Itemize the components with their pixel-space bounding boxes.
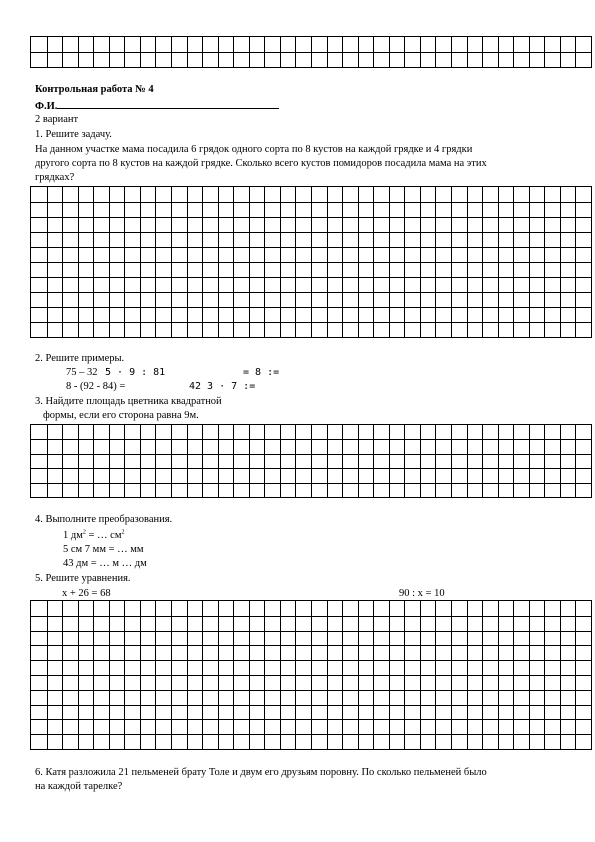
name-label-text: Ф.И. — [35, 101, 58, 112]
task2-expr2: 5 · 9 : 81 — [105, 367, 166, 378]
conv1-sup2: 2 — [121, 529, 125, 536]
name-underline — [57, 98, 279, 109]
task6-text-line2: на каждой тарелке? — [35, 781, 123, 792]
task5-equation1: х + 26 = 68 — [62, 588, 111, 599]
task4-conversion1 — [63, 529, 124, 542]
conv1-left: 1 дм — [63, 530, 83, 541]
page-title: Контрольная работа № 4 — [35, 84, 154, 95]
answer-grid-task1 — [30, 186, 592, 338]
task6-text-line1: 6. Катя разложила 21 пельменей брату Толе и двум его друзьям поровну. По сколько пельменей было — [35, 767, 487, 778]
task2-title: 2. Решите примеры. — [35, 353, 125, 364]
task4-title: 4. Выполните преобразования. — [35, 514, 173, 525]
conv1-sup1: 2 — [82, 529, 86, 536]
task1-text-line2: другого сорта по 8 кустов на каждой грядке. Сколько всего кустов помидоров посадила мама на этих — [35, 158, 487, 169]
answer-grid-top — [30, 36, 592, 68]
task3-text-line2: формы, если его сторона равна 9м. — [43, 410, 199, 421]
task4-conversion2: 5 см 7 мм = … мм — [63, 544, 144, 555]
task2-expr1: 75 – 32 — [66, 367, 98, 378]
answer-grid-task3 — [30, 424, 592, 498]
task4-conversion3: 43 дм = … м … дм — [63, 558, 147, 569]
task2-expr3: = 8 := — [243, 367, 280, 378]
task1-text-line3: грядках? — [35, 172, 75, 183]
task2-expr5: 42 3 · 7 := — [189, 381, 256, 392]
answer-grid-task5 — [30, 600, 592, 750]
task1-title: 1. Решите задачу. — [35, 129, 112, 140]
task1-text-line1: На данном участке мама посадила 6 грядок одного сорта по 8 кустов на каждой грядке и 4 грядки — [35, 144, 473, 155]
name-label — [35, 98, 279, 113]
conv1-right: = … см — [85, 530, 122, 541]
task5-title: 5. Решите уравнения. — [35, 573, 131, 584]
task3-text-line1: 3. Найдите площадь цветника квадратной — [35, 396, 222, 407]
task5-equation2: 90 : х = 10 — [399, 588, 445, 599]
variant-label: 2 вариант — [35, 114, 79, 125]
task2-expr4: 8 - (92 - 84) = — [66, 381, 126, 392]
